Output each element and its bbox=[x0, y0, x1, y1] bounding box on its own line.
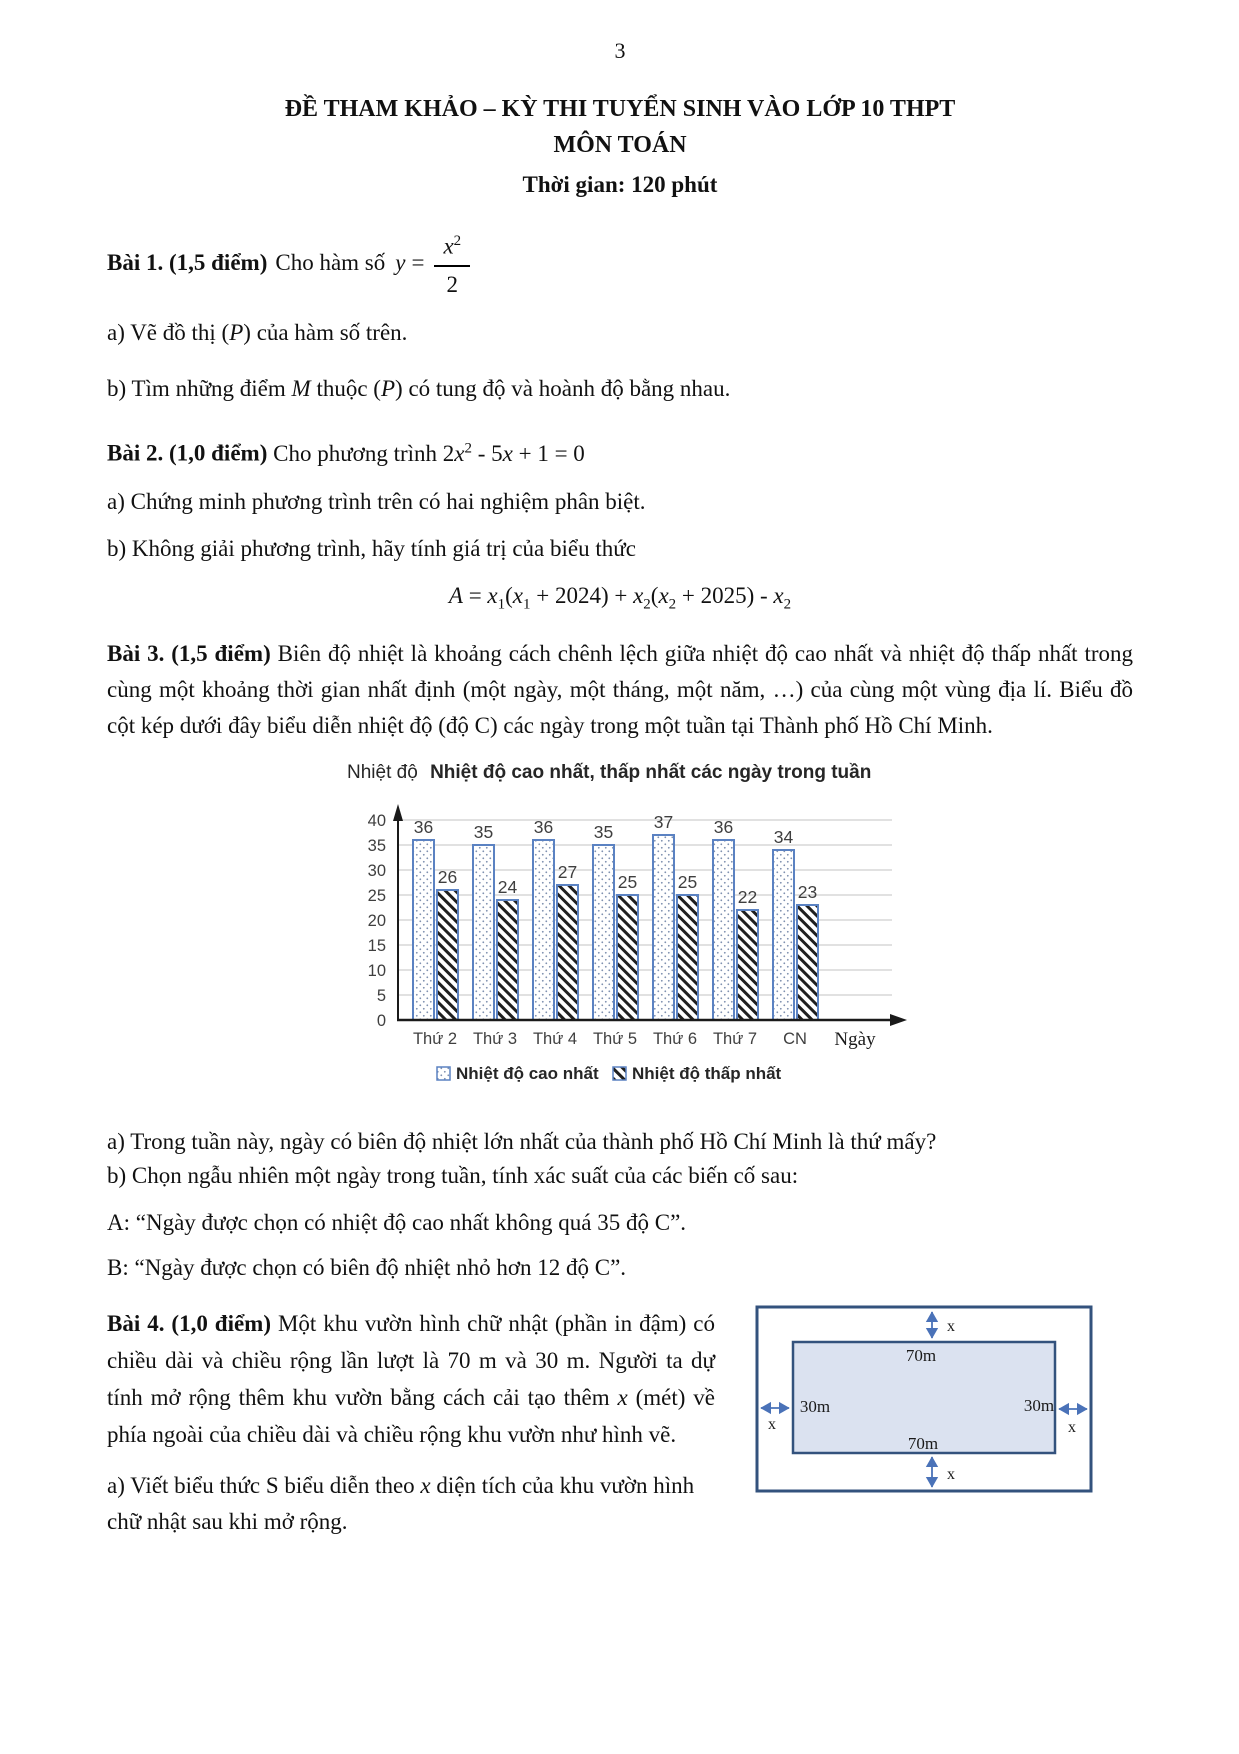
bar-hatch-Thứ 5 bbox=[617, 895, 638, 1020]
x-axis-title: Ngày bbox=[834, 1029, 876, 1051]
temperature-chart-block bbox=[107, 758, 1133, 1095]
expression-A: $A = x_1(x_1 + 2024) + x_2(x_2 + 2025) - x_2$ bbox=[448, 582, 792, 613]
problem-2-label: Bài 2. (1,0 điểm) bbox=[107, 440, 268, 466]
exam-title: ĐỀ THAM KHẢO – KỲ THI TUYỂN SINH VÀO LỚP 10 THPT bbox=[284, 96, 956, 122]
left-side-label: 30m bbox=[799, 1397, 831, 1417]
legend-swatch-hatch bbox=[613, 1067, 626, 1080]
x-axis-arrow bbox=[890, 1014, 907, 1026]
x-category-label: Thứ 2 bbox=[412, 1030, 458, 1049]
problem-3-item-a: a) Trong tuần này, ngày có biên độ nhiệt lớn nhất của thành phố Hồ Chí Minh là thứ mấy? bbox=[107, 1129, 937, 1155]
fraction bbox=[434, 226, 470, 300]
bar-value-label: 24 bbox=[497, 877, 518, 898]
bottom-extension-label: x bbox=[947, 1466, 955, 1484]
x-category-label: Thứ 7 bbox=[712, 1030, 758, 1049]
bar-value-label: 27 bbox=[557, 862, 578, 883]
temperature-bar-chart bbox=[310, 790, 950, 1095]
bar-dots-CN bbox=[773, 850, 794, 1020]
subject-title: MÔN TOÁN bbox=[553, 132, 687, 158]
x-category-label: Thứ 6 bbox=[652, 1030, 698, 1049]
bar-value-label: 34 bbox=[773, 827, 794, 848]
problem-3-paragraph bbox=[107, 636, 1133, 744]
problem-2-equation: Cho phương trình $2x^2 - 5x + 1 = 0$ bbox=[273, 440, 585, 466]
bar-hatch-Thứ 4 bbox=[557, 885, 578, 1020]
bar-hatch-Thứ 6 bbox=[677, 895, 698, 1020]
bar-value-label: 35 bbox=[593, 822, 614, 843]
bar-value-label: 26 bbox=[437, 867, 458, 888]
bar-value-label: 35 bbox=[473, 822, 494, 843]
legend-label: Nhiệt độ thấp nhất bbox=[632, 1064, 782, 1084]
bar-value-label: 23 bbox=[797, 882, 818, 903]
y-tick-label: 5 bbox=[376, 987, 386, 1006]
problem-2-header bbox=[107, 433, 1133, 469]
top-side-label: 70m bbox=[905, 1346, 937, 1366]
right-extension-label: x bbox=[1068, 1419, 1076, 1437]
problem-4-text-column bbox=[107, 1305, 715, 1540]
y-tick-label: 40 bbox=[367, 812, 386, 831]
bar-dots-Thứ 2 bbox=[413, 840, 434, 1020]
bar-value-label: 36 bbox=[533, 817, 554, 838]
bar-value-label: 25 bbox=[617, 872, 638, 893]
bar-dots-Thứ 7 bbox=[713, 840, 734, 1020]
x-category-label: Thứ 5 bbox=[592, 1030, 638, 1049]
function-variable: y bbox=[395, 250, 406, 275]
x-category-label: Thứ 3 bbox=[472, 1030, 518, 1049]
bar-hatch-Thứ 2 bbox=[437, 890, 458, 1020]
x-category-label: CN bbox=[783, 1030, 807, 1049]
bar-hatch-CN bbox=[797, 905, 818, 1020]
bar-dots-Thứ 5 bbox=[593, 845, 614, 1020]
chart-y-axis-label: Nhiệt độ bbox=[347, 762, 418, 784]
bar-dots-Thứ 3 bbox=[473, 845, 494, 1020]
bottom-side-label: 70m bbox=[907, 1434, 939, 1454]
event-B: B: “Ngày được chọn có biên độ nhiệt nhỏ hơn 12 độ C”. bbox=[107, 1255, 627, 1281]
bar-value-label: 36 bbox=[413, 817, 434, 838]
right-side-label: 30m bbox=[1023, 1396, 1055, 1416]
problem-4-section bbox=[107, 1305, 1133, 1540]
y-axis-arrow bbox=[393, 804, 403, 821]
garden-figure-column bbox=[755, 1305, 1095, 1540]
problem-1-header bbox=[107, 222, 1133, 304]
problem-3-label: Bài 3. (1,5 điểm) bbox=[107, 641, 271, 667]
page-number: 3 bbox=[614, 38, 626, 63]
garden-figure bbox=[755, 1305, 1095, 1495]
problem-4-text: Một khu vườn hình chữ nhật (phần in đậm) có chiều dài và chiều rộng lần lượt là 70 m và 30 m. Người ta dự tính mở rộng thêm khu vườn bằng cách cải tạo thêm x (mét) về phía ngoài của chiều dài và chiều rộng khu vườn như hình vẽ. bbox=[107, 1311, 716, 1448]
fraction-denominator: 2 bbox=[446, 271, 459, 297]
bar-dots-Thứ 4 bbox=[533, 840, 554, 1020]
problem-1-item-b: b) Tìm những điểm M thuộc (P) có tung độ và hoành độ bằng nhau. bbox=[107, 376, 731, 401]
bar-hatch-Thứ 3 bbox=[497, 900, 518, 1020]
legend-swatch-dots bbox=[437, 1067, 450, 1080]
bar-dots-Thứ 6 bbox=[653, 835, 674, 1020]
event-A: A: “Ngày được chọn có nhiệt độ cao nhất không quá 35 độ C”. bbox=[107, 1210, 687, 1236]
y-tick-label: 30 bbox=[367, 862, 386, 881]
time-limit: Thời gian: 120 phút bbox=[522, 172, 718, 197]
top-extension-label: x bbox=[947, 1318, 955, 1336]
bar-value-label: 36 bbox=[713, 817, 734, 838]
problem-2-item-a: a) Chứng minh phương trình trên có hai nghiệm phân biệt. bbox=[107, 488, 646, 514]
y-tick-label: 20 bbox=[367, 912, 386, 931]
problem-1-item-a: a) Vẽ đồ thị (P) của hàm số trên. bbox=[107, 320, 408, 345]
bar-hatch-Thứ 7 bbox=[737, 910, 758, 1020]
y-tick-label: 10 bbox=[367, 962, 386, 981]
bar-value-label: 37 bbox=[653, 812, 674, 833]
x-category-label: Thứ 4 bbox=[532, 1030, 578, 1049]
bar-value-label: 22 bbox=[737, 887, 758, 908]
problem-3-text: Biên độ nhiệt là khoảng cách chênh lệch giữa nhiệt độ cao nhất và nhiệt độ thấp nhất trong cùng một khoảng thời gian nhất định (một ngày, một tháng, một năm, …) của cùng một vùng địa lí. Biểu đồ cột kép dưới đây biểu diễn nhiệt độ (độ C) các ngày trong một tuần tại Thành phố Hồ Chí Minh. bbox=[107, 641, 1133, 739]
problem-4-label: Bài 4. (1,0 điểm) bbox=[107, 1311, 271, 1337]
problem-1-label: Bài 1. (1,5 điểm) bbox=[107, 250, 268, 275]
problem-4-paragraph bbox=[107, 1305, 715, 1453]
y-tick-label: 0 bbox=[376, 1012, 386, 1031]
fraction-numerator: $x^2$ bbox=[434, 226, 470, 267]
problem-4-item-a: a) Viết biểu thức S biểu diễn theo x diện tích của khu vườn hình chữ nhật sau khi mở rộng. bbox=[107, 1473, 695, 1535]
y-tick-label: 15 bbox=[367, 937, 386, 956]
y-tick-label: 35 bbox=[367, 837, 386, 856]
problem-1-intro: Cho hàm số bbox=[275, 250, 386, 275]
problem-3-item-b: b) Chọn ngẫu nhiên một ngày trong tuần, tính xác suất của các biến cố sau: bbox=[107, 1163, 799, 1189]
left-extension-label: x bbox=[768, 1416, 776, 1434]
equals-sign: = bbox=[411, 250, 425, 275]
problem-2-item-b: b) Không giải phương trình, hãy tính giá trị của biểu thức bbox=[107, 535, 636, 561]
legend-label: Nhiệt độ cao nhất bbox=[456, 1064, 599, 1084]
chart-title-row bbox=[107, 758, 1133, 788]
chart-title: Nhiệt độ cao nhất, thấp nhất các ngày trong tuần bbox=[430, 762, 872, 784]
y-tick-label: 25 bbox=[367, 887, 386, 906]
bar-value-label: 25 bbox=[677, 872, 698, 893]
